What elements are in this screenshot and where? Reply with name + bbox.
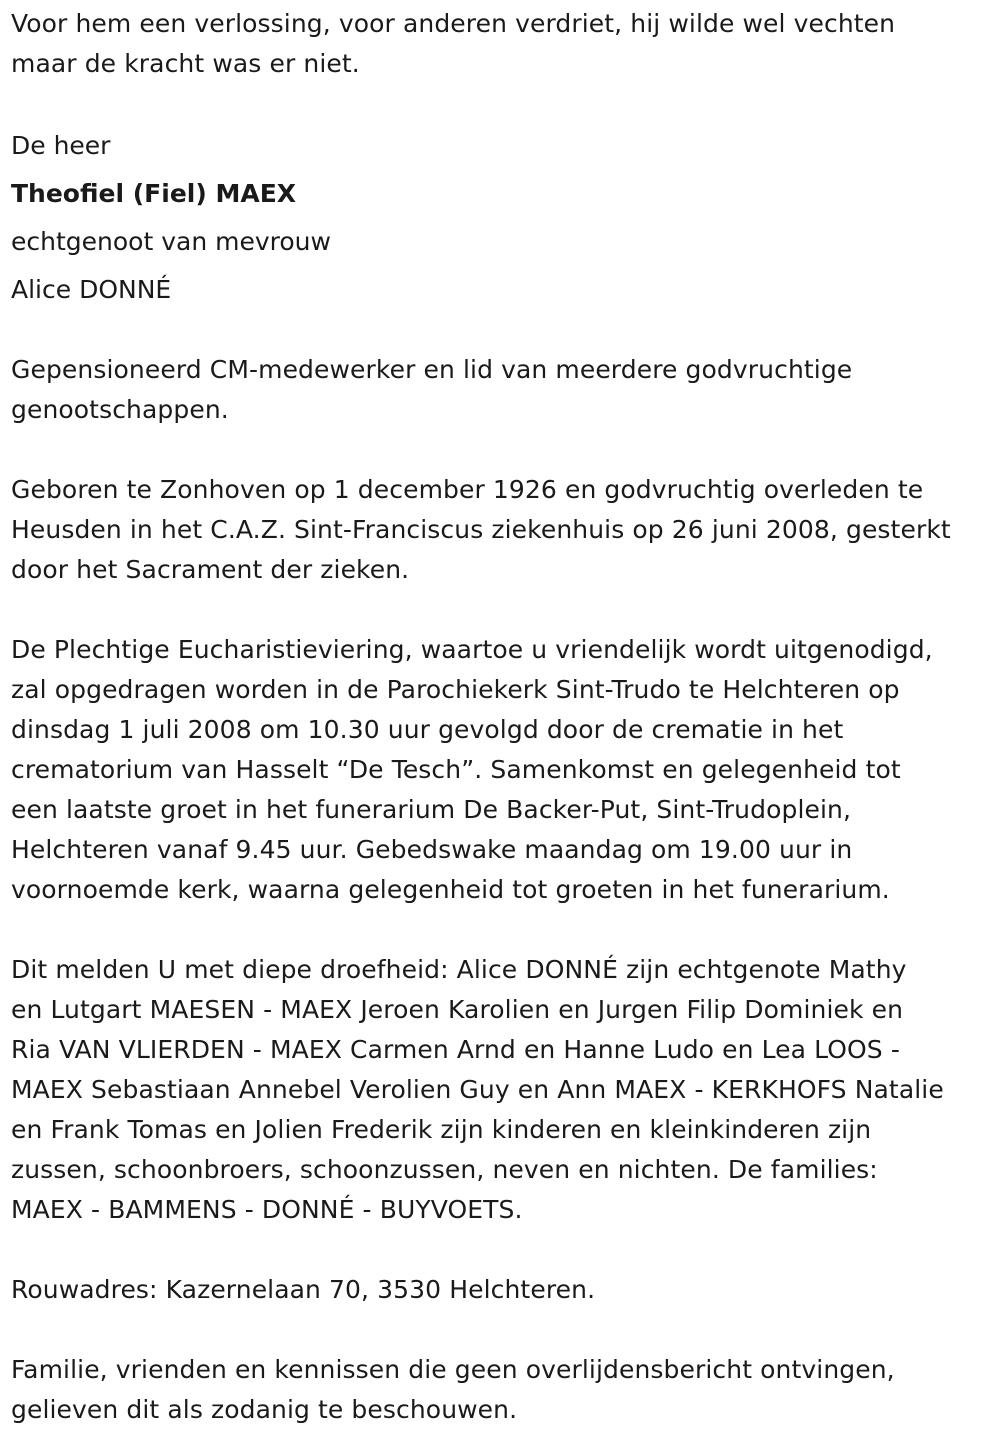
- family-line: MAEX Sebastiaan Annebel Verolien Guy en Ann MAEX - KERKHOFS Natalie: [11, 1075, 944, 1104]
- deceased-name: Theofiel (Fiel) MAEX: [11, 179, 297, 208]
- birth-death-line: door het Sacrament der zieken.: [11, 555, 410, 584]
- birth-death-line: Heusden in het C.A.Z. Sint-Franciscus ziekenhuis op 26 juni 2008, gesterkt: [11, 515, 951, 544]
- occupation-paragraph: [11, 350, 852, 430]
- family-line: Dit melden U met diepe droefheid: Alice DONNÉ zijn echtgenote Mathy: [11, 955, 907, 984]
- spouse-name: Alice DONNÉ: [11, 275, 172, 304]
- address-paragraph: [11, 1270, 595, 1310]
- intro-line: maar de kracht was er niet.: [11, 49, 360, 78]
- ceremony-line: zal opgedragen worden in de Parochiekerk Sint-Trudo te Helchteren op: [11, 675, 900, 704]
- ceremony-paragraph: [11, 630, 933, 910]
- intro-line: Voor hem een verlossing, voor anderen verdriet, hij wilde wel vechten: [11, 9, 896, 38]
- ceremony-line: een laatste groet in het funerarium De Backer-Put, Sint-Trudoplein,: [11, 795, 852, 824]
- family-line: en Frank Tomas en Jolien Frederik zijn kinderen en kleinkinderen zijn: [11, 1115, 872, 1144]
- ceremony-line: De Plechtige Eucharistieviering, waartoe u vriendelijk wordt uitgenodigd,: [11, 635, 933, 664]
- salutation: De heer: [11, 131, 111, 160]
- ceremony-line: Helchteren vanaf 9.45 uur. Gebedswake maandag om 19.00 uur in: [11, 835, 853, 864]
- family-line: zussen, schoonbroers, schoonzussen, neven en nichten. De families:: [11, 1155, 878, 1184]
- occupation-line: Gepensioneerd CM-medewerker en lid van meerdere godvruchtige: [11, 355, 853, 384]
- occupation-line: genootschappen.: [11, 395, 229, 424]
- birth-death-paragraph: [11, 470, 951, 590]
- intro-paragraph: [11, 4, 895, 84]
- ceremony-line: dinsdag 1 juli 2008 om 10.30 uur gevolgd door de crematie in het: [11, 715, 844, 744]
- closing-paragraph: [11, 1350, 895, 1430]
- closing-line: Familie, vrienden en kennissen die geen overlijdensbericht ontvingen,: [11, 1355, 895, 1384]
- address-line: Rouwadres: Kazernelaan 70, 3530 Helchteren.: [11, 1275, 596, 1304]
- family-line: MAEX - BAMMENS - DONNÉ - BUYVOETS.: [11, 1195, 523, 1224]
- relation-text: echtgenoot van mevrouw: [11, 227, 331, 256]
- family-paragraph: [11, 950, 944, 1230]
- ceremony-line: voornoemde kerk, waarna gelegenheid tot groeten in het funerarium.: [11, 875, 890, 904]
- closing-line: gelieven dit als zodanig te beschouwen.: [11, 1395, 518, 1424]
- ceremony-line: crematorium van Hasselt “De Tesch”. Samenkomst en gelegenheid tot: [11, 755, 901, 784]
- birth-death-line: Geboren te Zonhoven op 1 december 1926 en godvruchtig overleden te: [11, 475, 924, 504]
- family-line: Ria VAN VLIERDEN - MAEX Carmen Arnd en Hanne Ludo en Lea LOOS -: [11, 1035, 900, 1064]
- family-line: en Lutgart MAESEN - MAEX Jeroen Karolien en Jurgen Filip Dominiek en: [11, 995, 904, 1024]
